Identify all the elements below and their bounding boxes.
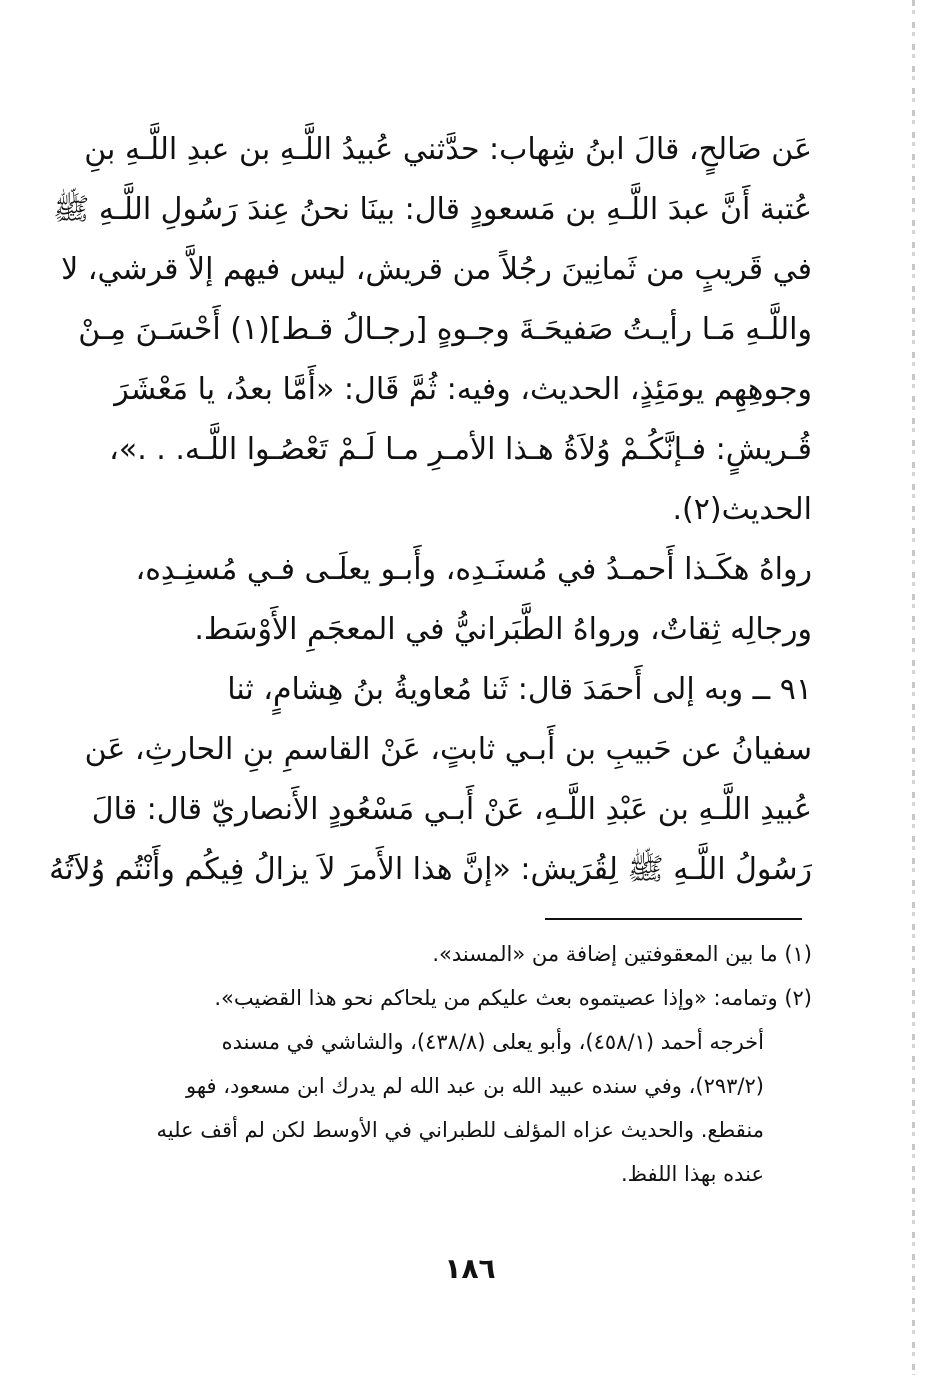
text-line: ورجالِه ثِقاتٌ، ورواهُ الطَّبَرانيُّ في المعجَمِ الأَوْسَط. — [194, 612, 812, 647]
text-line: سفيانُ عن حَبيبِ بن أَبـي ثابتٍ، عَنْ القاسمِ بنِ الحارثِ، عَن — [84, 732, 812, 767]
footnote-line: عنده بهذا اللفظ. — [620, 1162, 764, 1186]
page-number: ١٨٦ — [444, 1252, 496, 1285]
text-line: ٩١ ــ وبه إلى أَحمَدَ قال: ثَنا مُعاويةُ بنُ هِشامٍ، ثنا — [227, 672, 812, 707]
text-line: في قَريبٍ من ثَمانِينَ رجُلاً من قريش، ليس فيهم إلاَّ قرشي، لا — [61, 252, 812, 287]
paragraph-hadith-90-text — [53, 120, 812, 540]
footnote-line: (٢) وتمامه: «وإذا عصيتموه بعث عليكم من يلحاكم نحو هذا القضيب». — [214, 986, 812, 1010]
footnote-line: أخرجه أحمد (٤٥٨/١)، وأبو يعلى (٤٣٨/٨)، والشاشي في مسنده — [221, 1030, 764, 1054]
text-line: عُتبة أَنَّ عبدَ اللَّـهِ بن مَسعودٍ قال: بينَا نحنُ عِندَ رَسُولِ اللَّـهِ ﷺ — [53, 192, 812, 227]
text-line: عُبيدِ اللَّـهِ بن عَبْدِ اللَّـهِ، عَنْ أَبـي مَسْعُودٍ الأَنصاريّ قال: قالَ — [91, 792, 812, 827]
text-line: الحديث(٢). — [672, 492, 812, 527]
text-line: واللَّـهِ مَـا رأيـتُ صَفيحَـةَ وجـوهٍ [رجـالُ قـط](١) أَحْسَـنَ مِـنْ — [78, 312, 812, 347]
footnote-line: منقطع. والحديث عزاه المؤلف للطبراني في الأوسط لكن لم أقف عليه — [156, 1118, 764, 1142]
text-line: رَسُولُ اللَّـهِ ﷺ لِقُرَيش: «إنَّ هذا الأَمرَ لاَ يزالُ فِيكُم وأَنْتُم وُلاَتُهُ — [49, 852, 812, 887]
text-line: وجوهِهِم يومَئِذٍ، الحديث، وفيه: ثُمَّ قَال: «أَمَّا بعدُ، يا مَعْشَرَ — [114, 372, 812, 407]
footnote-separator — [545, 918, 802, 920]
footnote-line: (٢٩٣/٢)، وفي سنده عبيد الله بن عبد الله لم يدرك ابن مسعود، فهو — [186, 1074, 764, 1098]
text-line: قُـريشٍ: فـإنَّكُـمْ وُلاَةُ هـذا الأمـرِ مـا لَـمْ تَعْصُـوا اللَّـه. . .»، — [109, 432, 812, 467]
scan-edge-line — [912, 0, 915, 1375]
text-line: رواهُ هكَـذا أَحمـدُ في مُسنَـدِه، وأَبـو يعلَـى فـي مُسنِـدِه، — [135, 552, 812, 587]
text-line: عَن صَالحٍ، قالَ ابنُ شِهاب: حدَّثني عُبيدُ اللَّـهِ بن عبدِ اللَّـهِ بنِ — [84, 132, 812, 167]
footnotes — [100, 932, 812, 1196]
paragraph-hadith-91 — [49, 660, 812, 900]
footnote-line: (١) ما بين المعقوفتين إضافة من «المسند». — [432, 942, 812, 966]
paragraph-takhrij — [100, 540, 812, 660]
